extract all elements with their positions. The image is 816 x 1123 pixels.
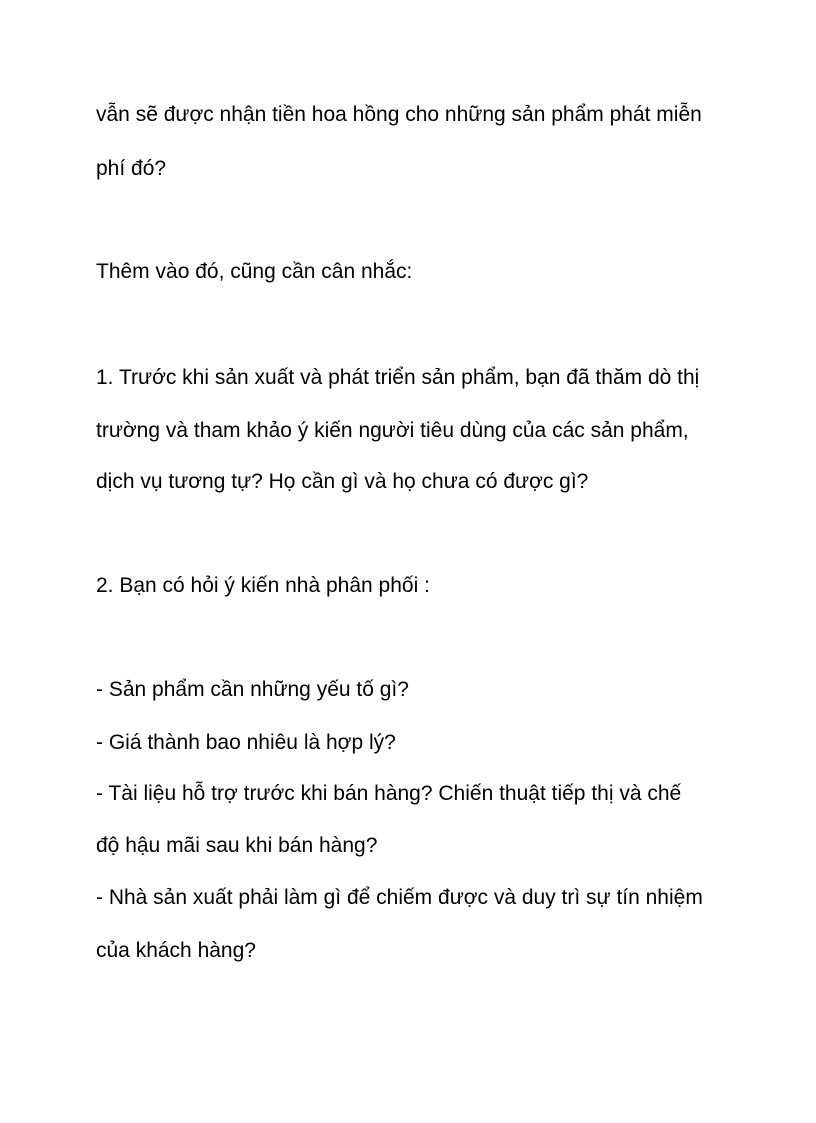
text-line: - Sản phẩm cần những yếu tố gì? (96, 678, 409, 701)
text-line: vẫn sẽ được nhận tiền hoa hồng cho những sản phẩm phát miễn (96, 103, 702, 126)
text-line: độ hậu mãi sau khi bán hàng? (96, 834, 378, 857)
text-line: 2. Bạn có hỏi ý kiến nhà phân phối : (96, 574, 430, 597)
text-line: phí đó? (96, 157, 167, 180)
text-line: - Nhà sản xuất phải làm gì để chiếm được và duy trì sự tín nhiệm (96, 886, 703, 909)
text-line: dịch vụ tương tự? Họ cần gì và họ chưa có được gì? (96, 470, 589, 493)
text-line: Thêm vào đó, cũng cần cân nhắc: (96, 260, 413, 283)
text-line: 1. Trước khi sản xuất và phát triển sản phẩm, bạn đã thăm dò thị (96, 366, 700, 389)
text-line: - Giá thành bao nhiêu là hợp lý? (96, 731, 396, 754)
text-line: - Tài liệu hỗ trợ trước khi bán hàng? Chiến thuật tiếp thị và chế (96, 782, 682, 805)
text-line: của khách hàng? (96, 939, 256, 962)
text-line: trường và tham khảo ý kiến người tiêu dùng của các sản phẩm, (96, 419, 689, 442)
